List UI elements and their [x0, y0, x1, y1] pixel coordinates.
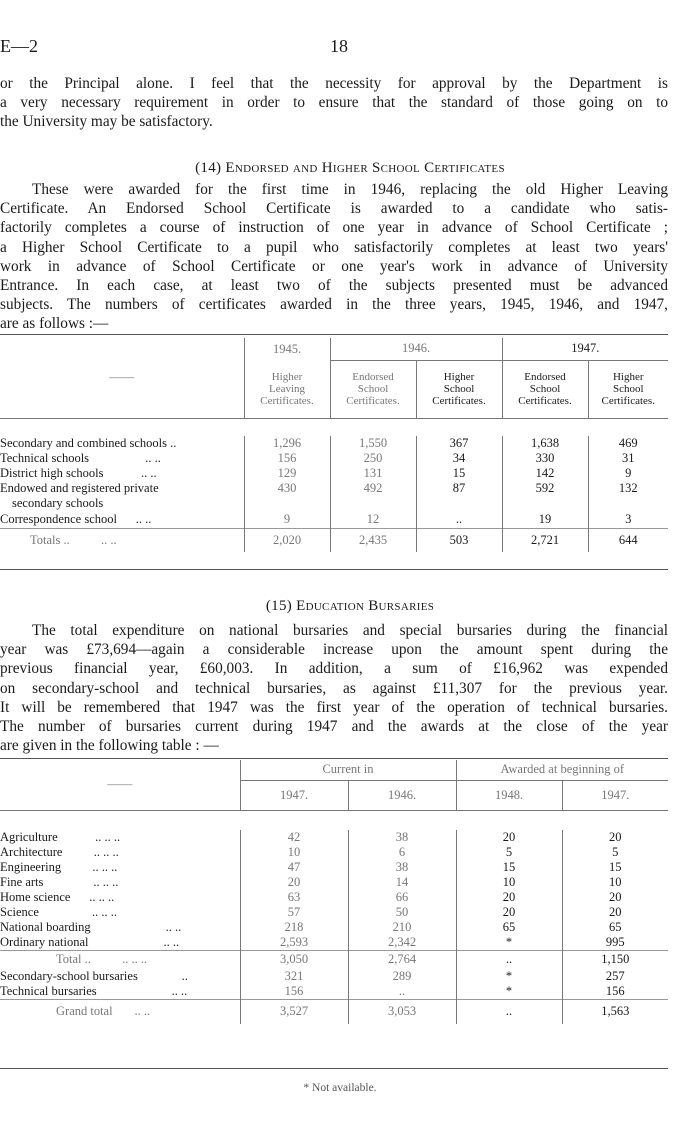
- table-cell: 20: [456, 890, 562, 905]
- table-rule: [0, 758, 668, 759]
- table-cell: 142: [502, 466, 588, 481]
- table-cell: ..: [416, 511, 502, 528]
- table-cell: 995: [562, 935, 668, 951]
- row-label: Engineering .. .. ..: [0, 860, 118, 874]
- column-header: Endorsed School Certificates.: [502, 360, 588, 418]
- stub-header: ——: [109, 370, 135, 385]
- paragraph-line: year was £73,694—again a considerable increase upon the amount spent during the: [0, 641, 668, 659]
- table-cell: 65: [456, 920, 562, 935]
- table-row: [0, 860, 668, 875]
- table-cell: 14: [348, 875, 456, 890]
- row-label: Science .. .. ..: [0, 905, 117, 919]
- table-cell: 156: [562, 984, 668, 1000]
- column-header: Endorsed School Certificates.: [330, 360, 416, 418]
- table-cell: 592: [502, 481, 588, 496]
- table-row: [0, 436, 668, 451]
- year-header: 1947.: [502, 338, 668, 360]
- paragraph-line: are as follows :—: [0, 315, 109, 333]
- row-label: Endowed and registered private: [0, 481, 159, 495]
- table-cell: 1,296: [244, 436, 330, 451]
- table-cell: 20: [562, 830, 668, 845]
- section-heading: (15) Education Bursaries: [265, 598, 435, 614]
- paragraph-line: on secondary-school and technical bursaries, as against £11,307 for the previous year.: [0, 679, 668, 697]
- paragraph-line: Entrance. In each case, at least two of the subjects presented must be advanced: [0, 277, 668, 295]
- table-cell: 20: [562, 890, 668, 905]
- page-number: 18: [330, 36, 348, 56]
- table-cell: 87: [416, 481, 502, 496]
- column-header: Higher Leaving Certificates.: [244, 360, 330, 418]
- table-cell: 15: [456, 860, 562, 875]
- row-label: Grand total .. ..: [0, 1000, 240, 1024]
- table-cell: ..: [456, 1000, 562, 1024]
- table-cell: 2,721: [502, 528, 588, 552]
- paragraph-line: The number of bursaries current during 1947 and the awards at the close of the year: [0, 718, 668, 736]
- table-cell: 257: [562, 969, 668, 984]
- table-cell: 66: [348, 890, 456, 905]
- row-label: Totals .. .. ..: [0, 528, 244, 552]
- table-row: [0, 984, 668, 1000]
- table-rule: [0, 569, 668, 570]
- table-cell: 367: [416, 436, 502, 451]
- table-cell: 1,563: [562, 1000, 668, 1024]
- group-header: Awarded at beginning of: [456, 760, 668, 780]
- table-cell: 132: [588, 481, 668, 496]
- table-cell: 321: [240, 969, 348, 984]
- group-header: Current in: [240, 760, 456, 780]
- row-label: Secondary and combined schools ..: [0, 436, 177, 450]
- table-cell: 20: [562, 905, 668, 920]
- table-cell: 131: [330, 466, 416, 481]
- row-label: Architecture .. .. ..: [0, 845, 119, 859]
- table-rule: [0, 334, 668, 335]
- table-cell: 129: [244, 466, 330, 481]
- table-row: [0, 905, 668, 920]
- paragraph-line: Certificate. An Endorsed School Certificate is awarded to a candidate who satis-: [0, 200, 668, 218]
- table-cell: 1,638: [502, 436, 588, 451]
- year-header: 1948.: [456, 780, 562, 810]
- table-rule: [0, 1068, 668, 1069]
- year-header: 1947.: [240, 780, 348, 810]
- paragraph-line: are given in the following table : —: [0, 737, 219, 755]
- table-cell: 9: [244, 511, 330, 528]
- table-cell: *: [456, 984, 562, 1000]
- table-cell: 250: [330, 451, 416, 466]
- table-row: [0, 969, 668, 984]
- table-cell: 10: [240, 845, 348, 860]
- year-header: 1945.: [244, 338, 330, 360]
- table-cell: 2,342: [348, 935, 456, 951]
- row-label: District high schools .. ..: [0, 466, 157, 480]
- table-row: [0, 935, 668, 951]
- table-cell: 2,435: [330, 528, 416, 552]
- table-cell: 2,020: [244, 528, 330, 552]
- column-header: Higher School Certificates.: [588, 360, 668, 418]
- table-cell: 330: [502, 451, 588, 466]
- column-header: Higher School Certificates.: [416, 360, 502, 418]
- paragraph-line: or the Principal alone. I feel that the necessity for approval by the Department is: [0, 75, 668, 92]
- table-cell: 9: [588, 466, 668, 481]
- totals-row: [0, 528, 668, 552]
- table-cell: 38: [348, 860, 456, 875]
- table-row: [0, 830, 668, 845]
- paragraph-line: the University may be satisfactory.: [0, 113, 213, 131]
- row-label: Home science .. .. ..: [0, 890, 115, 904]
- table-cell: 3,053: [348, 1000, 456, 1024]
- report-code: E—2: [0, 36, 38, 56]
- table-cell: 65: [562, 920, 668, 935]
- paragraph-line: These were awarded for the first time in 1946, replacing the old Higher Leaving: [32, 181, 668, 198]
- table-cell: 3: [588, 511, 668, 528]
- row-label: Fine arts .. .. ..: [0, 875, 119, 889]
- table-cell: 5: [562, 845, 668, 860]
- table-cell: 31: [588, 451, 668, 466]
- table-cell: 6: [348, 845, 456, 860]
- table-row: [0, 845, 668, 860]
- section-heading: (14) Endorsed and Higher School Certificates: [195, 160, 505, 176]
- table-row: [0, 920, 668, 935]
- table-cell: 644: [588, 528, 668, 552]
- paragraph-certificates: [0, 180, 668, 334]
- table-cell: 34: [416, 451, 502, 466]
- paragraph-line: work in advance of School Certificate or one year's work in advance of University: [0, 257, 668, 275]
- table-cell: 50: [348, 905, 456, 920]
- table-row: [0, 481, 668, 496]
- table-cell: 63: [240, 890, 348, 905]
- table-cell: 38: [348, 830, 456, 845]
- row-label: Technical schools .. ..: [0, 451, 161, 465]
- row-label: National boarding .. ..: [0, 920, 182, 934]
- table-cell: ..: [348, 984, 456, 1000]
- table-cell: 12: [330, 511, 416, 528]
- paragraph-line: The total expenditure on national bursaries and special bursaries during the financial: [32, 622, 668, 639]
- subtotal-row: [0, 951, 668, 969]
- table-cell: 47: [240, 860, 348, 875]
- table-cell: 156: [244, 451, 330, 466]
- paragraph-line: previous financial year, £60,003. In addition, a sum of £16,962 was expended: [0, 660, 668, 678]
- table-cell: 5: [456, 845, 562, 860]
- table-cell: 430: [244, 481, 330, 496]
- row-label: Secondary-school bursaries ..: [0, 968, 188, 983]
- table-row: [0, 466, 668, 481]
- table-cell: 289: [348, 969, 456, 984]
- paragraph-bursaries: [0, 621, 668, 755]
- grand-total-row: [0, 1000, 668, 1024]
- row-label: Technical bursaries .. ..: [0, 983, 188, 998]
- table-cell: *: [456, 969, 562, 984]
- paragraph-line: a Higher School Certificate to a pupil who satisfactorily completes at least two years': [0, 238, 668, 256]
- paragraph-line: a very necessary requirement in order to ensure that the standard of those going on to: [0, 94, 668, 112]
- stub-header: ——: [107, 777, 133, 792]
- row-label: Agriculture .. .. ..: [0, 830, 121, 844]
- table-row: [0, 890, 668, 905]
- paragraph-continuation: [0, 74, 668, 132]
- certificates-table: [0, 338, 668, 552]
- table-cell: 1,550: [330, 436, 416, 451]
- footnote: * Not available.: [303, 1082, 377, 1094]
- table-cell: 2,593: [240, 935, 348, 951]
- table-cell: 42: [240, 830, 348, 845]
- table-cell: 469: [588, 436, 668, 451]
- table-cell: 503: [416, 528, 502, 552]
- table-cell: 10: [456, 875, 562, 890]
- table-row: [0, 496, 668, 511]
- table-cell: 20: [240, 875, 348, 890]
- paragraph-line: subjects. The numbers of certificates awarded in the three years, 1945, 1946, and 1947,: [0, 296, 668, 314]
- table-row: [0, 511, 668, 528]
- table-cell: 3,527: [240, 1000, 348, 1024]
- table-cell: 20: [456, 905, 562, 920]
- row-label: Total .. .. .. ..: [0, 951, 240, 969]
- table-cell: 218: [240, 920, 348, 935]
- table-cell: 19: [502, 511, 588, 528]
- row-label: Correspondence school .. ..: [0, 511, 152, 526]
- table-cell: ..: [456, 951, 562, 969]
- year-header: 1947.: [562, 780, 668, 810]
- table-cell: 15: [562, 860, 668, 875]
- bursaries-table: [0, 760, 668, 1024]
- table-cell: 10: [562, 875, 668, 890]
- table-cell: 2,764: [348, 951, 456, 969]
- table-cell: *: [456, 935, 562, 951]
- table-cell: 57: [240, 905, 348, 920]
- table-cell: 156: [240, 984, 348, 1000]
- table-cell: 210: [348, 920, 456, 935]
- row-label: secondary schools: [12, 496, 104, 510]
- paragraph-line: factorily completes a course of instruction of one year in advance of School Certificate ;: [0, 219, 668, 237]
- table-cell: 492: [330, 481, 416, 496]
- table-cell: 1,150: [562, 951, 668, 969]
- table-row: [0, 875, 668, 890]
- paragraph-line: It will be remembered that 1947 was the first year of the operation of technical bursaries.: [0, 698, 668, 716]
- table-cell: 3,050: [240, 951, 348, 969]
- page-header: [0, 36, 690, 58]
- year-header: 1946.: [330, 338, 502, 360]
- table-row: [0, 451, 668, 466]
- table-cell: 20: [456, 830, 562, 845]
- year-header: 1946.: [348, 780, 456, 810]
- row-label: Ordinary national .. ..: [0, 935, 180, 949]
- table-cell: 15: [416, 466, 502, 481]
